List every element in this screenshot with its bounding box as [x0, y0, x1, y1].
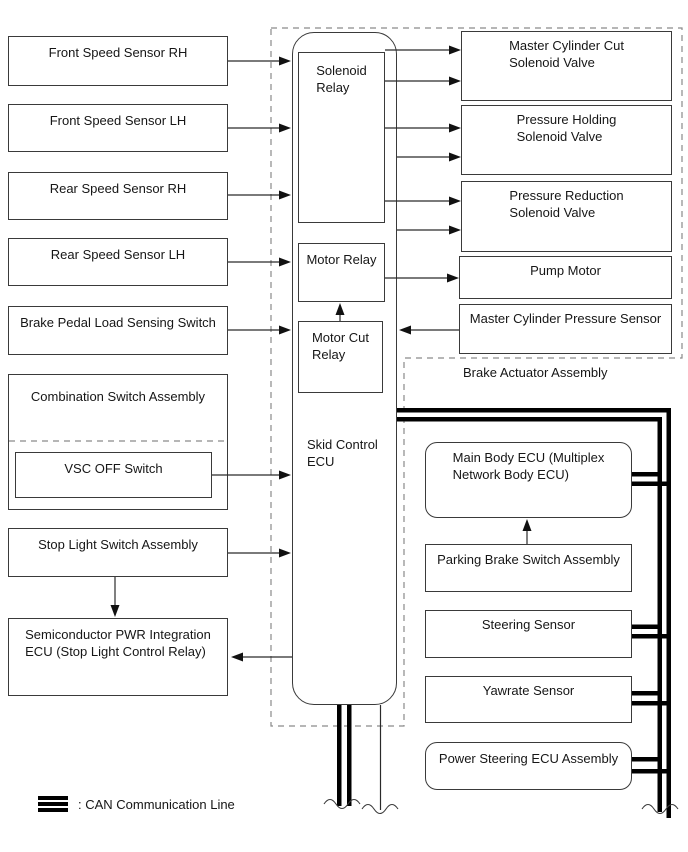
motor-cut-relay-label	[312, 329, 369, 363]
arrow-mc-pressure-to-ecu	[399, 326, 459, 335]
parking-brake-switch-assembly-label: Parking Brake Switch Assembly	[437, 552, 620, 567]
vsc-off-switch-label: VSC OFF Switch	[64, 461, 163, 476]
main-body-ecu-box	[425, 442, 632, 518]
semiconductor-line2: ECU (Stop Light Control Relay)	[25, 644, 206, 659]
steering-sensor-label: Steering Sensor	[481, 617, 576, 632]
front-speed-sensor-rh-box	[8, 36, 228, 86]
power-steering-ecu-assembly-box	[425, 742, 632, 790]
solenoid-relay-line2: Relay	[316, 80, 350, 95]
pump-motor-box	[459, 256, 672, 299]
motor-relay-label: Motor Relay	[306, 252, 377, 267]
line-break-squiggle	[362, 805, 398, 814]
semiconductor-line1: Semiconductor PWR Integration	[25, 627, 211, 642]
motor-cut-relay-line2: Relay	[311, 347, 346, 362]
semiconductor-pwr-integration-ecu-box	[8, 618, 228, 696]
line-break-squiggle	[642, 805, 678, 814]
front-speed-sensor-lh-box	[8, 104, 228, 152]
rear-speed-sensor-rh-label: Rear Speed Sensor RH	[49, 181, 187, 196]
rear-speed-sensor-lh-label: Rear Speed Sensor LH	[50, 247, 186, 262]
parking-brake-switch-assembly-box	[425, 544, 632, 592]
yawrate-sensor-label: Yawrate Sensor	[482, 683, 575, 698]
main-body-ecu-line2: Network Body ECU)	[452, 467, 569, 482]
pressure-holding-line1: Pressure Holding	[516, 112, 617, 127]
arrow-parking-to-mainbody	[523, 519, 532, 544]
stop-light-switch-assembly-box	[8, 528, 228, 577]
rear-speed-sensor-rh-box	[8, 172, 228, 220]
pressure-reduction-line1: Pressure Reduction	[509, 188, 624, 203]
arrow-stoplight-to-semiconductor	[111, 577, 120, 617]
pressure-holding-solenoid-valve-label	[517, 111, 617, 145]
solenoid-relay-box	[298, 52, 385, 223]
combination-switch-assembly-label: Combination Switch Assembly	[30, 389, 206, 404]
motor-relay-box	[298, 243, 385, 302]
solenoid-relay-line1: Solenoid	[316, 63, 367, 78]
arrow-ecu-to-semiconductor	[231, 653, 292, 662]
stop-light-switch-assembly-label: Stop Light Switch Assembly	[38, 537, 198, 552]
pressure-holding-line2: Solenoid Valve	[516, 129, 603, 144]
semiconductor-pwr-integration-ecu-label	[25, 626, 211, 660]
skid-control-ecu-line1: Skid Control	[307, 437, 378, 452]
master-cylinder-cut-solenoid-valve-label	[509, 37, 624, 71]
rear-speed-sensor-lh-box	[8, 238, 228, 286]
line-break-squiggle	[324, 800, 360, 809]
brake-actuator-assembly-label: Brake Actuator Assembly	[463, 365, 608, 380]
main-body-ecu-line1: Main Body ECU (Multiplex	[452, 450, 605, 465]
can-legend-label: : CAN Communication Line	[78, 797, 235, 812]
master-cylinder-pressure-sensor-box	[459, 304, 672, 354]
steering-sensor-box	[425, 610, 632, 658]
pressure-reduction-solenoid-valve-box	[461, 181, 672, 252]
yawrate-sensor-box	[425, 676, 632, 723]
pressure-reduction-line2: Solenoid Valve	[509, 205, 596, 220]
power-steering-ecu-assembly-label: Power Steering ECU Assembly	[438, 751, 619, 766]
master-cylinder-pressure-sensor-label: Master Cylinder Pressure Sensor	[469, 311, 662, 326]
front-speed-sensor-rh-label: Front Speed Sensor RH	[48, 45, 188, 60]
skid-control-ecu-line2: ECU	[307, 454, 335, 469]
can-legend-symbol	[38, 796, 68, 812]
motor-cut-relay-line1: Motor Cut	[311, 330, 370, 345]
pump-motor-label: Pump Motor	[530, 263, 601, 278]
motor-cut-relay-box	[298, 321, 383, 393]
brake-pedal-load-sensing-switch-label: Brake Pedal Load Sensing Switch	[20, 315, 216, 330]
pressure-holding-solenoid-valve-box	[461, 105, 672, 175]
master-cylinder-cut-solenoid-valve-box	[461, 31, 672, 101]
skid-control-ecu-label	[307, 436, 378, 470]
mc-cut-line1: Master Cylinder Cut	[509, 38, 624, 53]
brake-pedal-load-sensing-switch-box	[8, 306, 228, 355]
mc-cut-line2: Solenoid Valve	[509, 55, 595, 70]
pressure-reduction-solenoid-valve-label	[509, 187, 623, 221]
vsc-off-switch-box	[15, 452, 212, 498]
front-speed-sensor-lh-label: Front Speed Sensor LH	[49, 113, 187, 128]
main-body-ecu-label	[453, 449, 605, 483]
solenoid-relay-label	[316, 62, 367, 96]
